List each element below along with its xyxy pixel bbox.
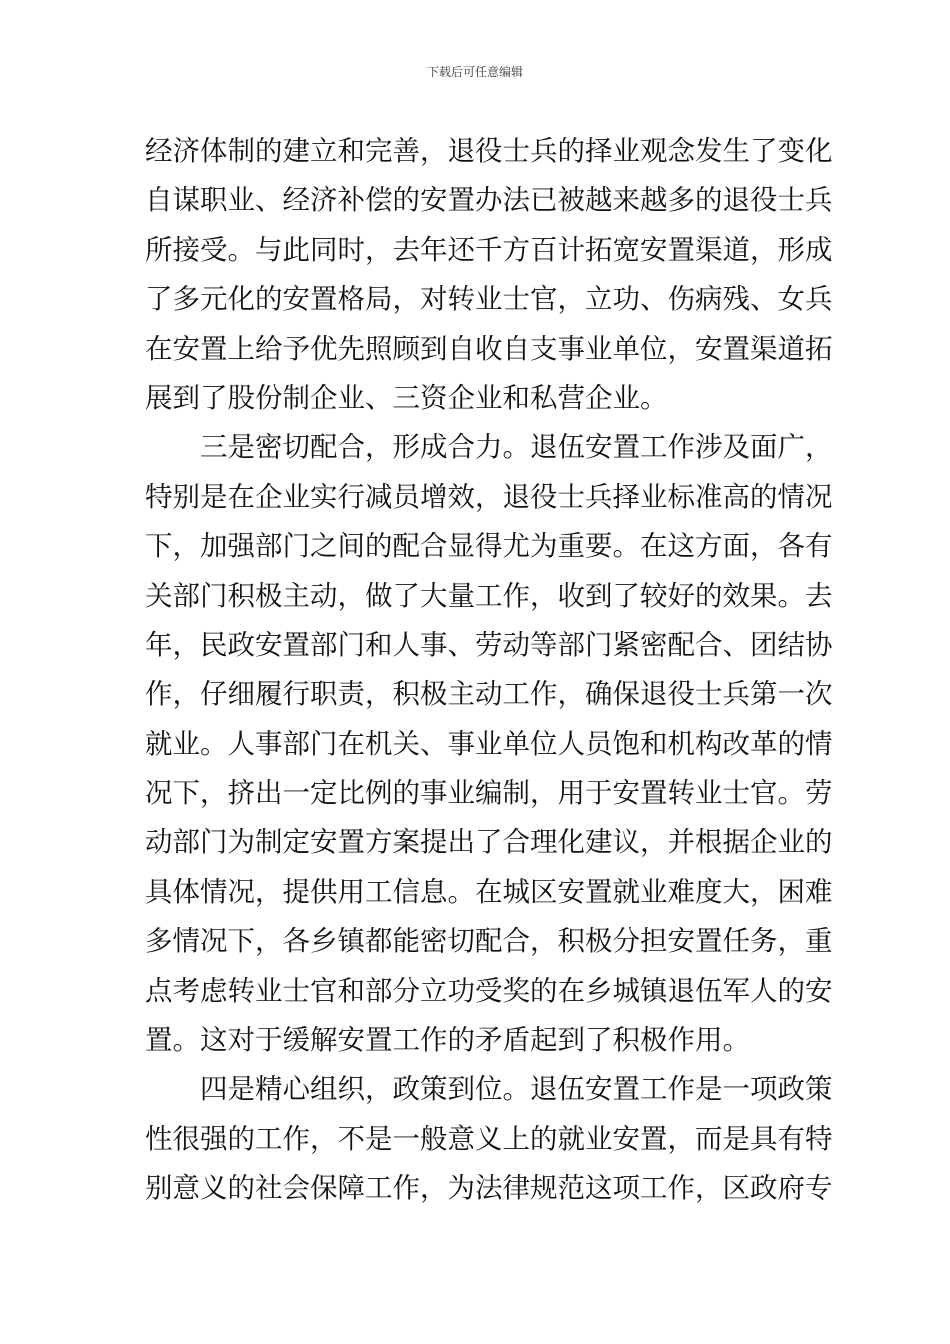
text-line: 具体情况，提供用工信息。在城区安置就业难度大，困难: [145, 875, 833, 908]
text-line: 多情况下，各乡镇都能密切配合，积极分担安置任务，重: [145, 925, 833, 958]
text-line: 就业。人事部门在机关、事业单位人员饱和机构改革的情: [145, 727, 833, 760]
document-body: [145, 127, 833, 1214]
text-line: 性很强的工作，不是一般意义上的就业安置，而是具有特: [145, 1122, 833, 1155]
text-line: 关部门积极主动，做了大量工作，收到了较好的效果。去: [145, 579, 833, 612]
paragraph-end-line: 置。这对于缓解安置工作的矛盾起到了积极作用。: [145, 1024, 750, 1057]
text-line: 了多元化的安置格局，对转业士官，立功、伤病残、女兵: [145, 283, 833, 316]
text-line: 下，加强部门之间的配合显得尤为重要。在这方面，各有: [145, 530, 833, 563]
text-line: 年，民政安置部门和人事、劳动等部门紧密配合、团结协: [145, 628, 833, 661]
text-line: 况下，挤出一定比例的事业编制，用于安置转业士官。劳: [145, 777, 833, 810]
paragraph-end-line: 展到了股份制企业、三资企业和私营企业。: [145, 381, 668, 414]
text-line: 自谋职业、经济补偿的安置办法已被越来越多的退役士兵: [145, 184, 833, 217]
text-line: 别意义的社会保障工作，为法律规范这项工作，区政府专: [145, 1172, 833, 1205]
text-line: 点考虑转业士官和部分立功受奖的在乡城镇退伍军人的安: [145, 974, 833, 1007]
text-line: 所接受。与此同时，去年还千方百计拓宽安置渠道，形成: [145, 233, 833, 266]
paragraph-start-line: 四是精心组织，政策到位。退伍安置工作是一项政策: [200, 1073, 833, 1106]
text-line: 在安置上给予优先照顾到自收自支事业单位，安置渠道拓: [145, 332, 833, 365]
text-line: 作，仔细履行职责，积极主动工作，确保退役士兵第一次: [145, 678, 833, 711]
text-line: 动部门为制定安置方案提出了合理化建议，并根据企业的: [145, 826, 833, 859]
text-line: 特别是在企业实行减员增效，退役士兵择业标准高的情况: [145, 480, 833, 513]
paragraph-start-line: 三是密切配合，形成合力。退伍安置工作涉及面广，: [200, 431, 833, 464]
page-header: 下载后可任意编辑: [426, 65, 523, 79]
text-line: 经济体制的建立和完善，退役士兵的择业观念发生了变化: [145, 135, 833, 167]
